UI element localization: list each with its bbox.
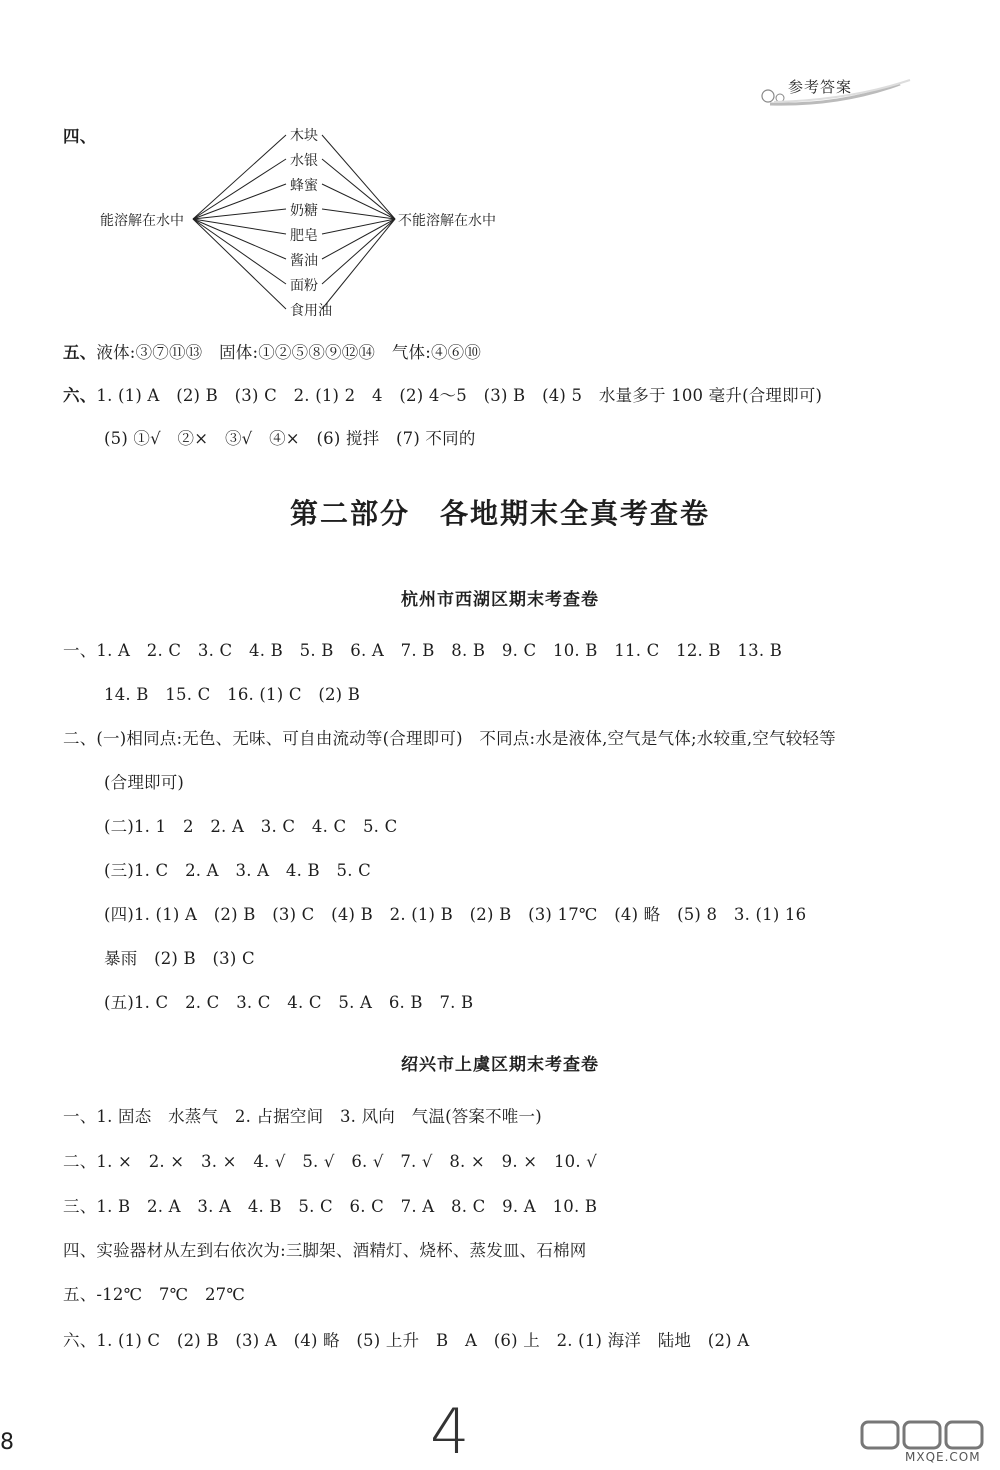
exam-1-line: 二、(一)相同点:无色、无味、可自由流动等(合理即可) 不同点:水是液体,空气是气体;水较重,空气较轻等 bbox=[63, 729, 836, 748]
section-5-text: 液体:③⑦⑪⑬ 固体:①②⑤⑧⑨⑫⑭ 气体:④⑥⑩ bbox=[96, 343, 482, 362]
page-number: 8 bbox=[0, 1430, 14, 1455]
substance-item: 水银 bbox=[290, 153, 318, 169]
soluble-category: 能溶解在水中 bbox=[100, 213, 184, 229]
exam-1-line: 一、1. A 2. C 3. C 4. B 5. B 6. A 7. B 8. B 9. C 10. B 11. C 12. B 13. B bbox=[63, 641, 783, 660]
substance-item: 食用油 bbox=[290, 303, 332, 319]
section-4-label: 四、 bbox=[63, 127, 97, 146]
exam-2-line: 一、1. 固态 水蒸气 2. 占据空间 3. 风向 气温(答案不唯一) bbox=[63, 1107, 542, 1126]
exam-1-line: (合理即可) bbox=[104, 773, 185, 792]
exam-1-line: (五)1. C 2. C 3. C 4. C 5. A 6. B 7. B bbox=[104, 993, 474, 1012]
exam-1-line: (三)1. C 2. A 3. A 4. B 5. C bbox=[104, 861, 371, 880]
exam-1-line: 14. B 15. C 16. (1) C (2) B bbox=[104, 685, 361, 704]
exam-1-title: 杭州市西湖区期末考查卷 bbox=[401, 590, 599, 610]
substance-item: 木块 bbox=[290, 128, 318, 144]
substance-item: 酱油 bbox=[290, 253, 318, 269]
section-5-answer bbox=[63, 342, 481, 364]
exam-1-line: (二)1. 1 2 2. A 3. C 4. C 5. C bbox=[104, 817, 398, 836]
substance-item: 肥皂 bbox=[290, 228, 318, 244]
exam-1-line: 暴雨 (2) B (3) C bbox=[104, 949, 255, 968]
substance-item: 面粉 bbox=[290, 278, 318, 294]
insoluble-category: 不能溶解在水中 bbox=[398, 213, 496, 229]
section-6-line-1: 1. (1) A (2) B (3) C 2. (1) 2 4 (2) 4～5 (3) B (4) 5 水量多于 100 毫升(合理即可) bbox=[96, 386, 823, 405]
handwritten-mark: 4 bbox=[430, 1395, 470, 1468]
exam-1-line: (四)1. (1) A (2) B (3) C (4) B 2. (1) B (2) B (3) 17℃ (4) 略 (5) 8 3. (1) 16 bbox=[104, 905, 807, 924]
section-6-line-2: (5) ①√ ②× ③√ ④× (6) 搅拌 (7) 不同的 bbox=[104, 429, 476, 448]
section-6-label: 六、 bbox=[63, 386, 97, 405]
exam-2-line: 五、-12℃ 7℃ 27℃ bbox=[63, 1285, 246, 1304]
section-6-answer bbox=[63, 385, 822, 407]
answer-key-badge: 参考答案 bbox=[788, 78, 853, 96]
exam-2-title: 绍兴市上虞区期末考查卷 bbox=[401, 1055, 599, 1075]
exam-2-line: 四、实验器材从左到右依次为:三脚架、酒精灯、烧杯、蒸发皿、石棉网 bbox=[63, 1241, 587, 1260]
exam-2-line: 三、1. B 2. A 3. A 4. B 5. C 6. C 7. A 8. C 9. A 10. B bbox=[63, 1197, 598, 1216]
part-title: 第二部分 各地期末全真考查卷 bbox=[289, 497, 710, 530]
substance-item: 奶糖 bbox=[290, 203, 318, 219]
solubility-matching-diagram bbox=[0, 0, 1000, 330]
site-watermark-text: MXQE.COM bbox=[905, 1450, 981, 1464]
exam-2-line: 二、1. × 2. × 3. × 4. √ 5. √ 6. √ 7. √ 8. × 9. × 10. √ bbox=[63, 1152, 597, 1171]
section-5-label: 五、 bbox=[63, 343, 97, 362]
exam-2-line: 六、1. (1) C (2) B (3) A (4) 略 (5) 上升 B A (6) 上 2. (1) 海洋 陆地 (2) A bbox=[63, 1331, 750, 1350]
substance-item: 蜂蜜 bbox=[290, 178, 318, 194]
